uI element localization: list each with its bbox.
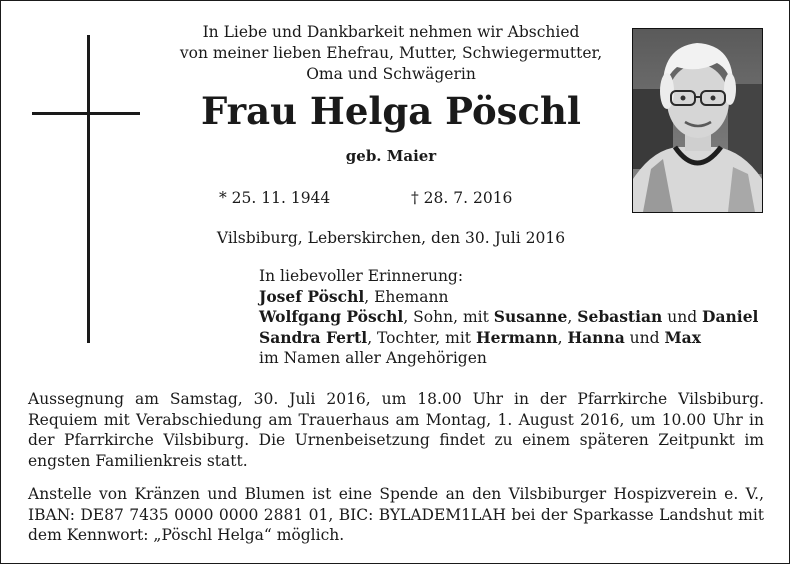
deceased-name: Frau Helga Pöschl [201,89,581,133]
mourner-relation: , Ehemann [364,287,449,306]
death-date: † 28. 7. 2016 [411,189,513,207]
grandchild-name: Max [664,327,701,347]
separator: , [557,328,568,347]
mourners-block [259,266,779,369]
cross-icon-bar [32,112,140,115]
intro-text [151,22,631,85]
intro-line: In Liebe und Dankbarkeit nehmen wir Abschied [202,23,580,41]
mourner-relation: , Sohn, mit [403,308,494,326]
intro-line: Oma und Schwägerin [306,65,476,83]
cross-icon [87,35,90,343]
intro-line: von meiner lieben Ehefrau, Mutter, Schwiegermutter, [179,44,603,62]
mourner-name: Josef Pöschl [259,286,365,306]
grandchild-name: Hanna [567,327,625,347]
donation-text: Anstelle von Kränzen und Blumen ist eine Spende an den Vilsbiburger Hospizverein e. V., IBAN: DE87 7435 0000 0000 2881 01, BIC: BYLADEM1LAH bei der Sparkasse Landshut mit dem Kennwort: „Pöschl Helga“ möglich. [28,485,764,544]
separator: und [662,308,703,326]
birth-date: * 25. 11. 1944 [219,189,331,207]
separator: und [624,328,665,347]
grandchild-name: Sebastian [577,307,663,326]
birth-name: geb. Maier [345,147,437,165]
portrait-photo [632,28,763,213]
grandchild-name: Hermann [475,327,558,347]
separator: , [567,308,578,326]
grandchild-name: Susanne [493,307,568,326]
portrait-photo-icon [633,29,762,212]
place-date: Vilsbiburg, Leberskirchen, den 30. Juli 2016 [216,229,566,247]
mourner-relation: , Tochter, mit [367,328,476,347]
mourners-closing: im Namen aller Angehörigen [259,349,487,367]
mourner-line [259,287,779,308]
mourner-name: Wolfgang Pöschl [259,307,404,326]
ceremony-text: Aussegnung am Samstag, 30. Juli 2016, um 18.00 Uhr in der Pfarrkirche Vilsbiburg. Requiem mit Verabschiedung am Trauerhaus am Montag, 1. August 2016, um 10.00 Uhr in der Pfarrkirche Vilsbiburg. Die Urnenbeisetzung findet zu einem späteren Zeitpunkt im engsten Familienkreis statt. [28,390,764,470]
mourner-name: Sandra Fertl [259,327,368,347]
mourner-line [259,307,779,328]
mourner-line [259,328,779,349]
grandchild-name: Daniel [702,307,759,326]
mourners-heading: In liebevoller Erinnerung: [259,267,464,285]
